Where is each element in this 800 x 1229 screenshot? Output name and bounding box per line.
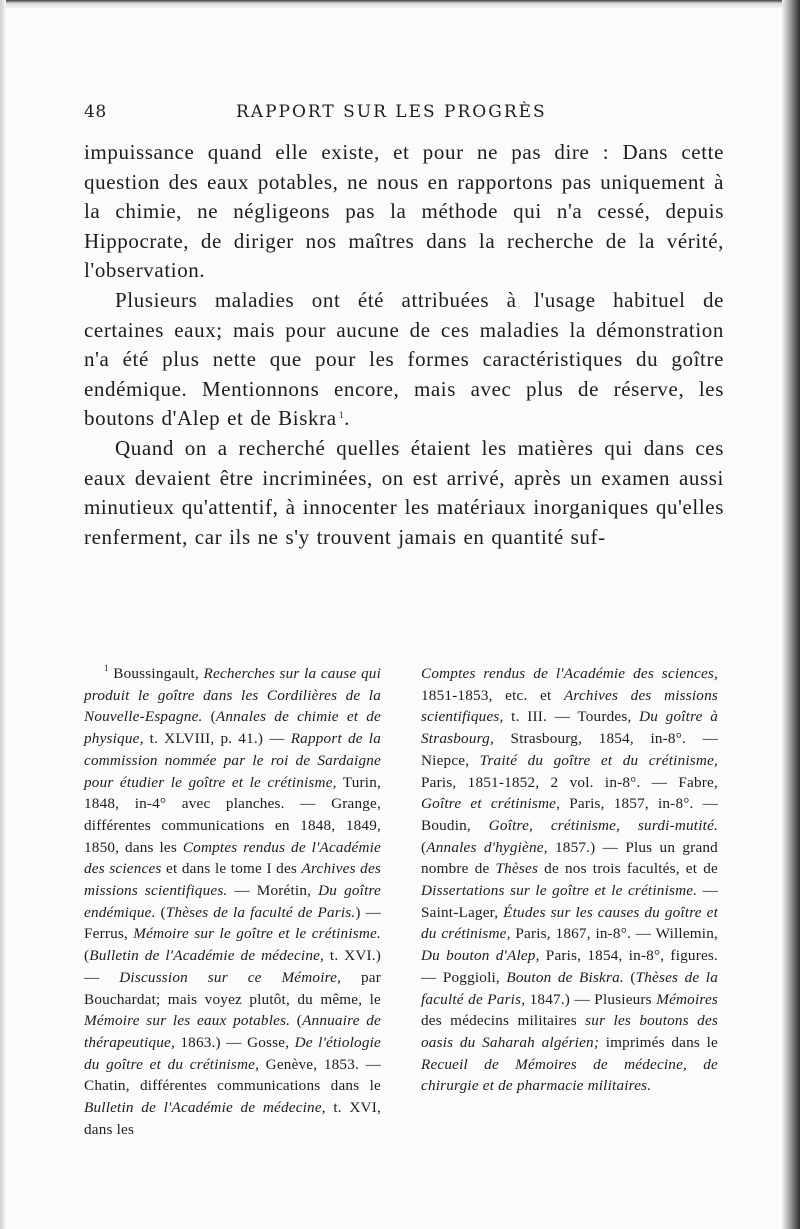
footnote-italic-run: Dissertations sur le goître et le crétinisme. bbox=[421, 882, 698, 900]
footnote-run: t. XVI, dans les bbox=[84, 1099, 381, 1138]
footnote-run: Paris, 1854, in-8°, figures. — Poggioli, bbox=[421, 947, 719, 986]
footnote-italic-run: Goître, crétinisme, surdi-mutité. bbox=[488, 816, 719, 834]
paragraph-diseases-text: Plusieurs maladies ont été attribuées à l'usage habituel de certaines eaux; mais pour aucune de ces maladies la démonstration n'a été plus nette que pour les formes caractéristiques du goître endémique. Mentionnons encore, mais avec plus de réserve, les boutons d'Alep et de Biskra bbox=[84, 287, 724, 431]
page-left-edge bbox=[0, 0, 6, 1229]
paragraph-matters: Quand on a recherché quelles étaient les matières qui dans ces eaux devaient être incriminées, on est arrivé, après un examen aussi minutieux qu'attentif, à innocenter les matériaux inorganiques qu'elles renferment, car ils ne s'y trouvent jamais en quantité suf- bbox=[84, 435, 724, 549]
footnote-run: t. XLVIII, p. 41.) — bbox=[143, 730, 291, 748]
footnote-run: ( bbox=[202, 708, 216, 726]
footnote-run: ) — Ferrus, bbox=[84, 903, 381, 943]
footnote-italic-run: Discussion sur ce Mémoire, bbox=[119, 968, 342, 986]
footnote-marker: 1 bbox=[104, 663, 109, 673]
footnote-run: des médecins militaires bbox=[421, 1012, 586, 1030]
footnote-column-left bbox=[84, 663, 381, 1140]
footnote-run: 1857.) — Plus un grand nombre de bbox=[421, 838, 718, 878]
footnote-italic-run: Archives des missions scientifiques, bbox=[421, 686, 718, 726]
footnote-run: Paris, 1867, in-8°. — Willemin, bbox=[510, 925, 718, 943]
footnote-italic-run: Du goître endémique. bbox=[84, 882, 381, 921]
footnote-italic-run: Mémoire sur les eaux potables. bbox=[84, 1012, 291, 1030]
footnote-italic-run: Traité du goître et du crétinisme, bbox=[479, 751, 719, 769]
footnote-run: ( bbox=[623, 968, 636, 986]
footnote-run: ( bbox=[155, 903, 166, 921]
footnote-italic-run: Annales d'hygiène, bbox=[426, 838, 548, 856]
footnote-italic-run: De l'étiologie du goître et du crétinisme, bbox=[84, 1033, 381, 1073]
running-title: RAPPORT SUR LES PROGRÈS bbox=[236, 102, 547, 122]
footnote-run: imprimés dans le bbox=[599, 1033, 718, 1051]
footnote-run: t. XVI.) — bbox=[84, 947, 382, 986]
footnote-italic-run: Rapport de la commission nommée par le roi de Sardaigne pour étudier le goître et le crétinisme, bbox=[84, 730, 381, 791]
footnote-italic-run: Recueil de Mémoires de médecine, de chirurgie et de pharmacie militaires. bbox=[421, 1055, 718, 1095]
paragraph-continuation: impuissance quand elle existe, et pour ne pas dire : Dans cette question des eaux potables, ne nous en rapportons pas uniquement à la chimie, ne négligeons pas la méthode qui n'a cessé, depuis Hippocrate, de diriger nos maîtres dans la recherche de la vérité, l'observation. bbox=[84, 140, 724, 283]
footnote-italic-run: Thèses bbox=[495, 860, 539, 878]
footnote-italic-run: Comptes rendus de l'Académie des sciences, bbox=[421, 665, 718, 682]
footnote-run: Turin, 1848, in-4° avec planches. — Grange, différentes communications en 1848, 1849, 1850, dans les bbox=[84, 773, 381, 856]
footnote-italic-run: Du bouton d'Alep, bbox=[421, 947, 540, 965]
page-binding-shadow bbox=[782, 0, 800, 1229]
footnote-column-right bbox=[421, 663, 718, 1097]
footnote-italic-run: Études sur les causes du goître et du crétinisme, bbox=[421, 903, 718, 943]
footnote-run: — Morétin, bbox=[227, 882, 319, 900]
paragraph-diseases bbox=[84, 286, 724, 434]
page-header bbox=[84, 102, 724, 126]
footnote-run: Strasbourg, 1854, in-8°. — Niepce, bbox=[421, 730, 718, 769]
footnote-italic-run: sur les boutons des oasis du Saharah algérien; bbox=[421, 1012, 718, 1051]
footnote-run: Paris, 1857, in-8°. — Boudin, bbox=[421, 795, 718, 834]
footnote-run: Genève, 1853. — Chatin, différentes communications dans le bbox=[84, 1055, 381, 1095]
footnote-italic-run: Annuaire de thérapeutique, bbox=[84, 1012, 381, 1051]
footnote-run: t. III. — Tourdes, bbox=[503, 708, 640, 726]
footnote-run: 1847.) — Plusieurs bbox=[525, 990, 657, 1008]
footnote-run: — Saint-Lager, bbox=[421, 882, 718, 921]
footnote-right-text bbox=[421, 663, 718, 1097]
page-number: 48 bbox=[84, 102, 107, 122]
paragraph-diseases-end: . bbox=[344, 406, 350, 431]
footnote-italic-run: Goître et crétinisme, bbox=[421, 795, 561, 813]
footnote-run: ( bbox=[421, 838, 427, 856]
footnote-run: ( bbox=[290, 1012, 303, 1030]
footnote-run: ( bbox=[84, 947, 90, 965]
footnote-italic-run: Mémoire sur le goître et le crétinisme. bbox=[133, 925, 381, 943]
footnote-italic-run: Comptes rendus de l'Académie des sciences bbox=[84, 838, 381, 878]
footnote-italic-run: Bouton de Biskra. bbox=[506, 968, 624, 986]
footnote-italic-run: Bulletin de l'Académie de médecine, bbox=[84, 1099, 326, 1117]
page-top-edge bbox=[0, 0, 800, 8]
footnote-italic-run: Mémoires bbox=[656, 990, 718, 1008]
footnote-run: 1851-1853, etc. et bbox=[421, 686, 564, 704]
footnote-run: Boussingault, bbox=[108, 665, 204, 682]
footnote-run: de nos trois facultés, et de bbox=[538, 860, 718, 878]
footnote-italic-run: Annales de chimie et de physique, bbox=[84, 708, 381, 748]
footnote-reference[interactable]: 1 bbox=[338, 410, 345, 421]
footnote-run: 1863.) — Gosse, bbox=[174, 1033, 295, 1051]
footnote-run: Paris, 1851-1852, 2 vol. in-8°. — Fabre, bbox=[421, 773, 718, 791]
footnote-italic-run: Thèses de la faculté de Paris, bbox=[421, 968, 718, 1008]
footnote-italic-run: Archives des missions scientifiques. bbox=[84, 860, 382, 900]
footnote-run: par Bouchardat; mais voyez plutôt, du même, le bbox=[84, 968, 381, 1008]
footnote-italic-run: Bulletin de l'Académie de médecine, bbox=[89, 947, 325, 965]
footnote-run: et dans le tome I des bbox=[161, 860, 302, 878]
footnote-italic-run: Recherches sur la cause qui produit le goître dans les Cordilières de la Nouvelle-Espagne. bbox=[84, 665, 381, 726]
footnote-italic-run: Du goître à Strasbourg, bbox=[421, 708, 719, 748]
footnote-left-text bbox=[84, 663, 381, 1140]
footnote-italic-run: Thèses de la faculté de Paris. bbox=[165, 903, 356, 921]
body-text bbox=[84, 138, 724, 552]
